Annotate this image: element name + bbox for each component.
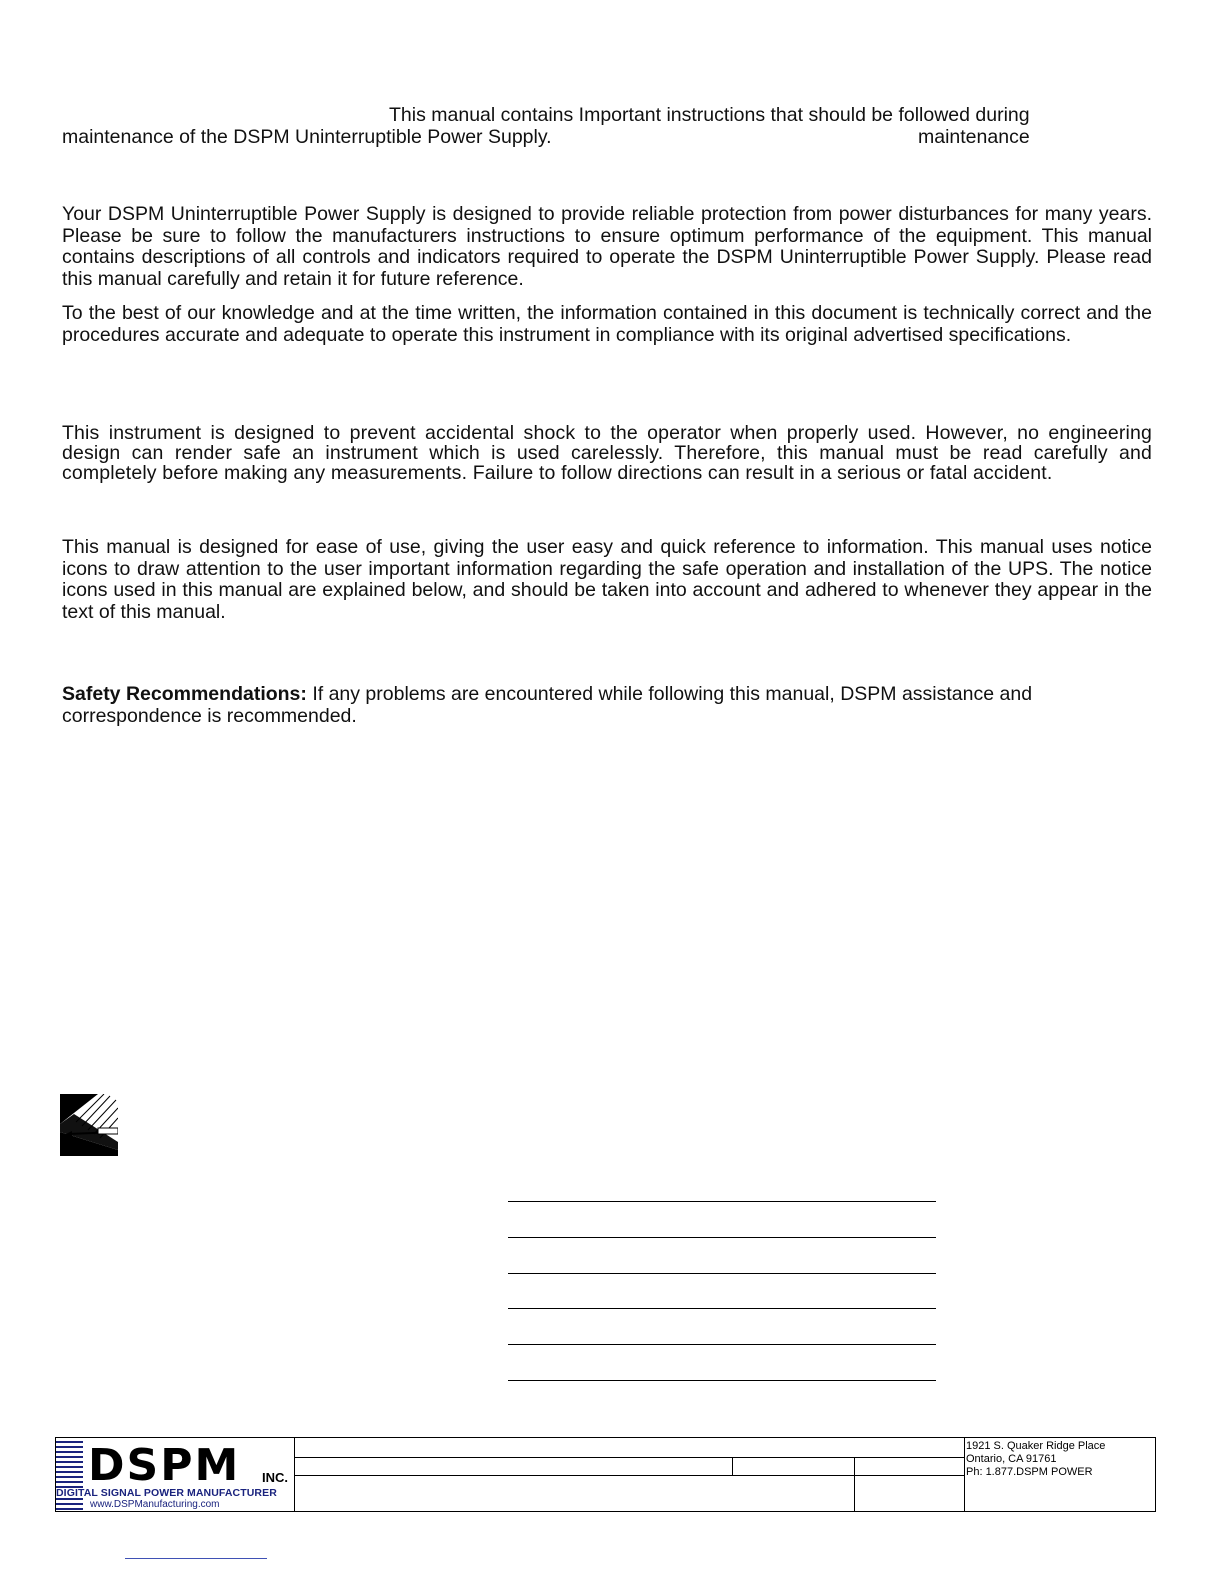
notes-line-2 (508, 1237, 936, 1238)
notes-line-1 (508, 1201, 936, 1202)
footer-row-line-1 (294, 1457, 964, 1458)
paragraph-shock: This instrument is designed to prevent accidental shock to the operator when properly used. However, no engineering design can render safe an instrument which is used carelessly. Therefore, this manual must be read carefully and completely before making any measurements. Failure to follow directions can result in a serious or fatal accident. (62, 422, 1152, 484)
safety-text: If any problems are encountered while following this manual, DSPM assistance and correspondence is recommended. (62, 683, 1033, 727)
logo-tagline: DIGITAL SIGNAL POWER MANUFACTURER (56, 1487, 277, 1499)
paragraph-knowledge: To the best of our knowledge and at the time written, the information contained in this document is technically correct and the procedures accurate and adequate to operate this instrument in compliance with its original advertised specifications. (62, 302, 1152, 346)
dspm-logo (56, 1438, 294, 1511)
notepad-pencil-icon (60, 1094, 118, 1156)
logo-wordmark: DSPM (88, 1440, 241, 1491)
notes-line-6 (508, 1380, 936, 1381)
notes-line-3 (508, 1273, 936, 1274)
paragraph-icons: This manual is designed for ease of use, giving the user easy and quick reference to information. This manual uses notice icons to draw attention to the user important information regarding the safe operation and installation of the UPS. The notice icons used in this manual are explained below, and should be taken into account and adhered to whenever they appear in the text of this manual. (62, 536, 1152, 623)
footer-row-line-2 (294, 1475, 964, 1476)
safety-label: Safety Recommendations: (62, 683, 307, 705)
footer-divider-a (732, 1457, 733, 1475)
paragraph-protection: Your DSPM Uninterruptible Power Supply is designed to provide reliable protection from power disturbances for many years. Please be sure to follow the manufacturers instructions to ensure optimum performance of the equipment. This manual contains descriptions of all controls and indicators required to operate the DSPM Uninterruptible Power Supply. Please read this manual carefully and retain it for future reference. (62, 203, 1152, 290)
footer-address-line-2: Ontario, CA 91761 (966, 1453, 1057, 1465)
footer-address-line-1: 1921 S. Quaker Ridge Place (966, 1440, 1106, 1452)
intro-line-2-left: maintenance of the DSPM Uninterruptible Power Supply. (62, 126, 552, 148)
notes-line-5 (508, 1344, 936, 1345)
footer-title-block (55, 1437, 1156, 1512)
safety-recommendations (62, 684, 1152, 727)
footer-divider-b (854, 1457, 855, 1511)
footer-address-line-3: Ph: 1.877.DSPM POWER (966, 1466, 1093, 1478)
notes-line-4 (508, 1308, 936, 1309)
logo-stripes (56, 1438, 83, 1511)
logo-inc: INC. (262, 1470, 288, 1485)
footer-divider-address (964, 1438, 965, 1511)
intro-line-2-right: maintenance (918, 126, 1030, 148)
logo-url: www.DSPManufacturing.com (90, 1499, 220, 1510)
bottom-link-rule (125, 1558, 267, 1559)
intro-line-1: This manual contains Important instructions that should be followed during (389, 104, 1030, 126)
